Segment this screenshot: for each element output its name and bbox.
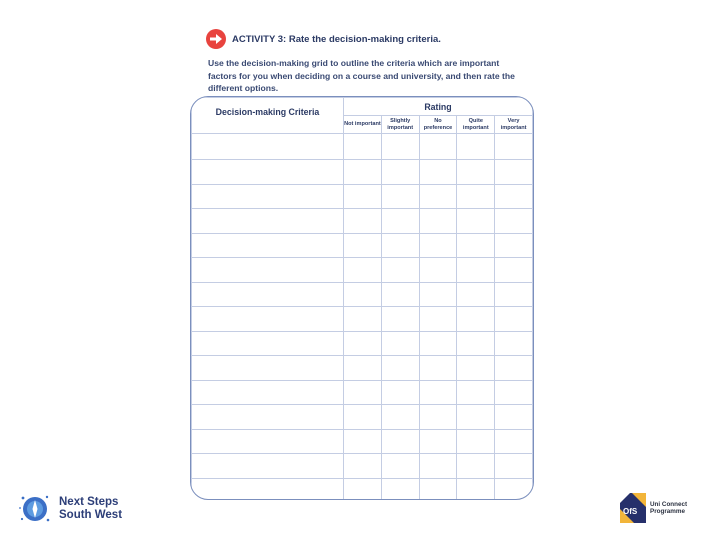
rating-cell[interactable] [344,233,382,258]
rating-cell[interactable] [457,134,495,160]
rating-cell[interactable] [381,380,419,405]
grid-row [192,160,533,185]
rating-cell[interactable] [419,282,457,307]
rating-cell[interactable] [381,134,419,160]
option-not-important: Not important [344,116,382,134]
uni-connect-text: Uni Connect Programme [650,501,688,515]
rating-cell[interactable] [457,184,495,209]
grid-row [192,429,533,454]
activity-title-text: Rate the decision-making criteria. [288,33,441,45]
rating-cell[interactable] [419,307,457,332]
grid-row [192,380,533,405]
rating-cell[interactable] [495,307,533,332]
rating-cell[interactable] [457,258,495,283]
rating-cell[interactable] [344,356,382,381]
option-very-important: Very important [495,116,533,134]
rating-cell[interactable] [419,160,457,185]
rating-cell[interactable] [495,184,533,209]
decision-grid-body [192,134,533,501]
option-quite-important: Quite important [457,116,495,134]
arrow-right-icon [206,29,226,49]
rating-cell[interactable] [344,160,382,185]
grid-row [192,184,533,209]
rating-cell[interactable] [457,160,495,185]
grid-row [192,134,533,160]
grid-row [192,258,533,283]
criteria-cell[interactable] [192,429,344,454]
rating-cell[interactable] [419,380,457,405]
rating-cell[interactable] [419,258,457,283]
rating-cell[interactable] [381,331,419,356]
rating-cell[interactable] [381,160,419,185]
grid-row [192,331,533,356]
criteria-cell[interactable] [192,331,344,356]
rating-cell[interactable] [495,380,533,405]
criteria-cell[interactable] [192,478,344,500]
rating-cell[interactable] [495,405,533,430]
rating-cell[interactable] [495,478,533,500]
compass-icon [18,492,52,526]
rating-cell[interactable] [419,356,457,381]
rating-cell[interactable] [457,380,495,405]
option-slightly-important: Slightly important [381,116,419,134]
rating-cell[interactable] [419,405,457,430]
activity-title [232,34,441,45]
rating-cell[interactable] [457,331,495,356]
rating-cell[interactable] [419,454,457,479]
rating-cell[interactable] [344,454,382,479]
rating-cell[interactable] [381,356,419,381]
rating-cell[interactable] [344,184,382,209]
option-no-preference: No preference [419,116,457,134]
rating-cell[interactable] [457,454,495,479]
brand-name: Next Steps South West [59,496,123,521]
rating-cell[interactable] [344,478,382,500]
rating-cell[interactable] [495,160,533,185]
rating-cell[interactable] [381,184,419,209]
uni-connect-logo [620,493,687,523]
rating-cell[interactable] [344,429,382,454]
svg-text:OfS: OfS [623,507,638,516]
criteria-cell[interactable] [192,160,344,185]
rating-cell[interactable] [495,233,533,258]
rating-cell[interactable] [419,209,457,234]
activity-label: ACTIVITY 3: [232,33,287,45]
criteria-cell[interactable] [192,380,344,405]
criteria-cell[interactable] [192,356,344,381]
rating-cell[interactable] [457,307,495,332]
rating-cell[interactable] [457,405,495,430]
criteria-cell[interactable] [192,209,344,234]
rating-cell[interactable] [495,454,533,479]
rating-cell[interactable] [419,184,457,209]
decision-grid-table [191,97,533,500]
ofs-badge-icon [620,493,646,523]
rating-cell[interactable] [344,209,382,234]
rating-cell[interactable] [495,258,533,283]
criteria-cell[interactable] [192,233,344,258]
criteria-column-header: Decision-making Criteria [192,98,344,134]
rating-cell[interactable] [495,209,533,234]
activity-instructions: Use the decision-making grid to outline the criteria which are important factors for you when deciding on a course and university, and then rate the different options. [208,58,515,93]
activity-header [206,29,441,49]
rating-cell[interactable] [495,429,533,454]
rating-cell[interactable] [381,233,419,258]
grid-row [192,282,533,307]
rating-cell[interactable] [381,405,419,430]
criteria-cell[interactable] [192,307,344,332]
rating-cell[interactable] [457,282,495,307]
grid-row [192,233,533,258]
rating-cell[interactable] [344,282,382,307]
rating-column-header: Rating [344,98,533,116]
decision-grid [190,96,534,500]
grid-row [192,356,533,381]
rating-cell[interactable] [381,258,419,283]
criteria-cell[interactable] [192,282,344,307]
grid-row [192,478,533,500]
rating-cell[interactable] [419,233,457,258]
rating-cell[interactable] [495,331,533,356]
rating-cell[interactable] [457,429,495,454]
rating-cell[interactable] [344,405,382,430]
grid-row [192,307,533,332]
rating-cell[interactable] [344,258,382,283]
rating-cell[interactable] [419,331,457,356]
rating-cell[interactable] [495,356,533,381]
rating-cell[interactable] [344,134,382,160]
criteria-cell[interactable] [192,258,344,283]
rating-cell[interactable] [381,478,419,500]
rating-cell[interactable] [381,209,419,234]
grid-row [192,454,533,479]
criteria-cell[interactable] [192,405,344,430]
rating-cell[interactable] [457,209,495,234]
rating-cell[interactable] [495,282,533,307]
next-steps-logo [18,492,122,526]
rating-cell[interactable] [381,454,419,479]
criteria-cell[interactable] [192,134,344,160]
rating-cell[interactable] [457,478,495,500]
rating-cell[interactable] [344,307,382,332]
rating-cell[interactable] [344,380,382,405]
rating-cell[interactable] [457,356,495,381]
rating-cell[interactable] [381,429,419,454]
rating-cell[interactable] [344,331,382,356]
rating-cell[interactable] [381,282,419,307]
rating-cell[interactable] [457,233,495,258]
rating-cell[interactable] [419,134,457,160]
rating-cell[interactable] [381,307,419,332]
criteria-cell[interactable] [192,454,344,479]
grid-row [192,405,533,430]
rating-cell[interactable] [419,478,457,500]
grid-row [192,209,533,234]
rating-cell[interactable] [419,429,457,454]
criteria-cell[interactable] [192,184,344,209]
rating-cell[interactable] [495,134,533,160]
